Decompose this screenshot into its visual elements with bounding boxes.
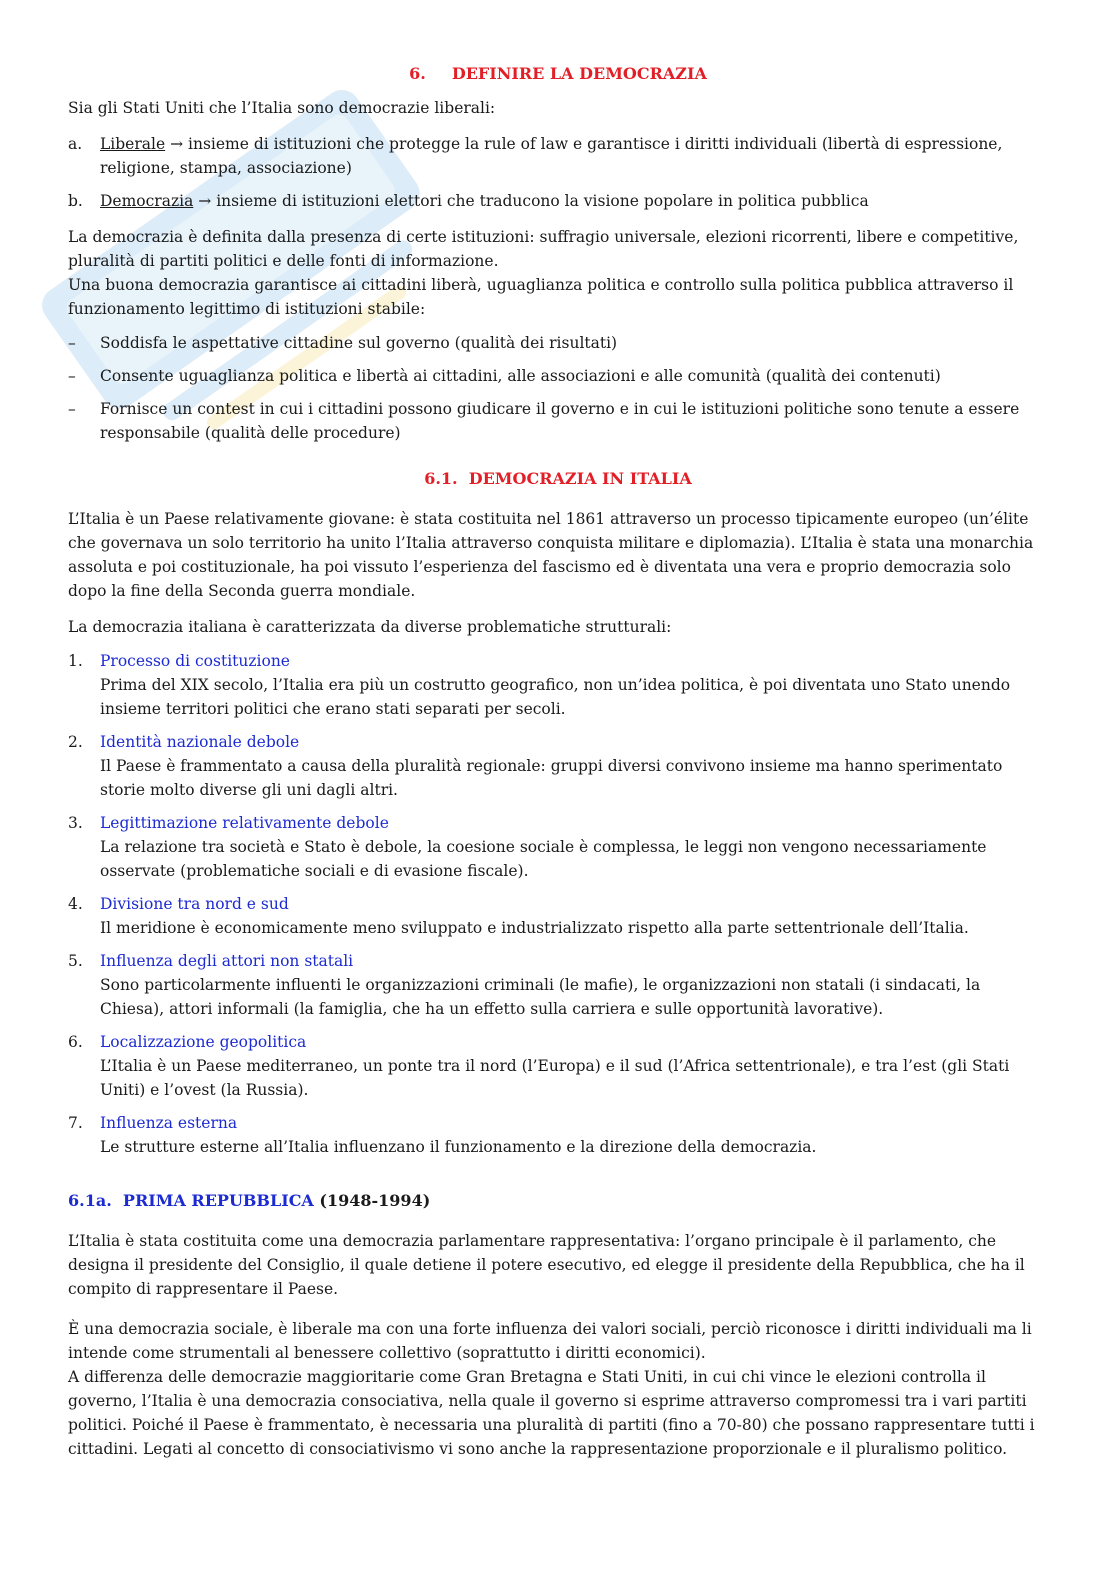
section-6-paragraph: La democrazia è definita dalla presenza di certe istituzioni: suffragio universale, elezioni ricorrenti, libere e competitive, pluralità di partiti politici e delle fonti di informazione. [68, 228, 1019, 270]
definition-marker: b. [68, 192, 83, 210]
list-item-title: Legittimazione relativamente debole [100, 814, 389, 832]
section-6-number: 6. [409, 64, 426, 83]
section-6-1-paragraph: L’Italia è un Paese relativamente giovane: è stata costituita nel 1861 attraverso un processo tipicamente europeo (un’élite che governava un solo territorio ha unito l’Italia attraverso conquista militare e diplomazia). L’Italia è stata una monarchia assoluta e poi costituzionale, ha poi vissuto l’esperienza del fascismo ed è diventata una vera e proprio democrazia solo dopo la fine della Seconda guerra mondiale. [68, 510, 1034, 600]
list-item [68, 649, 1048, 721]
list-number: 6. [68, 1033, 83, 1051]
list-item [68, 949, 1048, 1021]
definition-text: insieme di istituzioni elettori che traducono la visione popolare in politica pubblica [216, 192, 869, 210]
list-item-text: La relazione tra società e Stato è debole, la coesione sociale è complessa, le leggi non vengono necessariamente osservate (problematiche sociali e di evasione fiscale). [100, 838, 987, 880]
list-item [68, 892, 1048, 940]
section-6-1a-paragraph: L’Italia è stata costituita come una democrazia parlamentare rappresentativa: l’organo principale è il parlamento, che designa il presidente del Consiglio, il quale detiene il potere esecutivo, ed elegge il presidente della Repubblica, che ha il compito di rappresentare il Paese. [68, 1232, 1025, 1298]
list-item-title: Divisione tra nord e sud [100, 895, 289, 913]
list-item-title: Identità nazionale debole [100, 733, 300, 751]
section-6-title: DEFINIRE LA DEMOCRAZIA [451, 64, 707, 83]
section-6-1a-dates: (1948-1994) [319, 1191, 431, 1210]
list-item-title: Influenza degli attori non statali [100, 952, 354, 970]
section-6-1-title: DEMOCRAZIA IN ITALIA [468, 469, 692, 488]
arrow-icon: → [198, 192, 212, 210]
bullet-item [68, 331, 1048, 355]
bullet-text: Soddisfa le aspettative cittadine sul governo (qualità dei risultati) [100, 334, 618, 352]
section-6-1-number: 6.1. [424, 469, 458, 488]
list-item [68, 730, 1048, 802]
section-6-intro: Sia gli Stati Uniti che l’Italia sono democrazie liberali: [68, 99, 496, 117]
definition-term: Democrazia [100, 192, 194, 210]
dash-icon: – [68, 367, 76, 385]
list-item-title: Localizzazione geopolitica [100, 1033, 307, 1051]
list-item-text: Prima del XIX secolo, l’Italia era più un costrutto geografico, non un’idea politica, è poi diventata uno Stato unendo insieme territori politici che erano stati separati per secoli. [100, 676, 1011, 718]
list-number: 2. [68, 733, 83, 751]
section-6-1-paragraph: La democrazia italiana è caratterizzata da diverse problematiche strutturali: [68, 618, 672, 636]
bullet-text: Fornisce un contest in cui i cittadini possono giudicare il governo e in cui le istituzioni politiche sono tenute a essere responsabile (qualità delle procedure) [100, 400, 1020, 442]
document-page [68, 62, 1048, 1461]
list-number: 4. [68, 895, 83, 913]
list-item-text: L’Italia è un Paese mediterraneo, un ponte tra il nord (l’Europa) e il sud (l’Africa settentrionale), e tra l’est (gli Stati Uniti) e l’ovest (la Russia). [100, 1057, 1010, 1099]
section-6-1-heading [68, 467, 1048, 491]
list-item [68, 811, 1048, 883]
list-item-text: Il meridione è economicamente meno sviluppato e industrializzato rispetto alla parte settentrionale dell’Italia. [100, 919, 969, 937]
section-6-1a-title: PRIMA REPUBBLICA [122, 1191, 314, 1210]
section-6-1a-heading [68, 1189, 1048, 1213]
bullet-item [68, 397, 1048, 445]
list-number: 3. [68, 814, 83, 832]
list-item-title: Processo di costituzione [100, 652, 290, 670]
list-item [68, 1111, 1048, 1159]
list-item-text: Le strutture esterne all’Italia influenzano il funzionamento e la direzione della democrazia. [100, 1138, 817, 1156]
list-item [68, 1030, 1048, 1102]
definition-liberale [68, 132, 1048, 180]
definition-text: insieme di istituzioni che protegge la rule of law e garantisce i diritti individuali (libertà di espressione, religione, stampa, associazione) [100, 135, 1003, 177]
section-6-1a-number: 6.1a. [68, 1191, 112, 1210]
definition-democrazia [68, 189, 1048, 213]
section-6-heading [68, 62, 1048, 86]
definition-term: Liberale [100, 135, 166, 153]
bullet-text: Consente uguaglianza politica e libertà ai cittadini, alle associazioni e alle comunità (qualità dei contenuti) [100, 367, 941, 385]
list-item-text: Sono particolarmente influenti le organizzazioni criminali (le mafie), le organizzazioni non statali (i sindacati, la Chiesa), attori informali (la famiglia, che ha un effetto sulla carriera e sulle opportunità lavorative). [100, 976, 981, 1018]
list-item-text: Il Paese è frammentato a causa della pluralità regionale: gruppi diversi convivono insieme ma hanno sperimentato storie molto diverse gli uni dagli altri. [100, 757, 1003, 799]
dash-icon: – [68, 334, 76, 352]
bullet-item [68, 364, 1048, 388]
list-item-title: Influenza esterna [100, 1114, 238, 1132]
section-6-1a-paragraph: È una democrazia sociale, è liberale ma con una forte influenza dei valori sociali, perciò riconosce i diritti individuali ma li intende come strumentali al benessere collettivo (soprattutto i diritti economici). [68, 1320, 1032, 1362]
list-number: 1. [68, 652, 83, 670]
arrow-icon: → [170, 135, 184, 153]
dash-icon: – [68, 400, 76, 418]
section-6-1a-paragraph: A differenza delle democrazie maggioritarie come Gran Bretagna e Stati Uniti, in cui chi vince le elezioni controlla il governo, l’Italia è una democrazia consociativa, nella quale il governo si esprime attraverso compromessi tra i vari partiti politici. Poiché il Paese è frammentato, è necessaria una pluralità di partiti (fino a 70-80) che possano rappresentare tutti i cittadini. Legati al concetto di consociativismo vi sono anche la rappresentazione proporzionale e il pluralismo politico. [68, 1368, 1035, 1458]
definition-marker: a. [68, 135, 83, 153]
list-number: 7. [68, 1114, 83, 1132]
list-number: 5. [68, 952, 83, 970]
section-6-paragraph: Una buona democrazia garantisce ai cittadini liberà, uguaglianza politica e controllo sulla politica pubblica attraverso il funzionamento legittimo di istituzioni stabile: [68, 276, 1014, 318]
